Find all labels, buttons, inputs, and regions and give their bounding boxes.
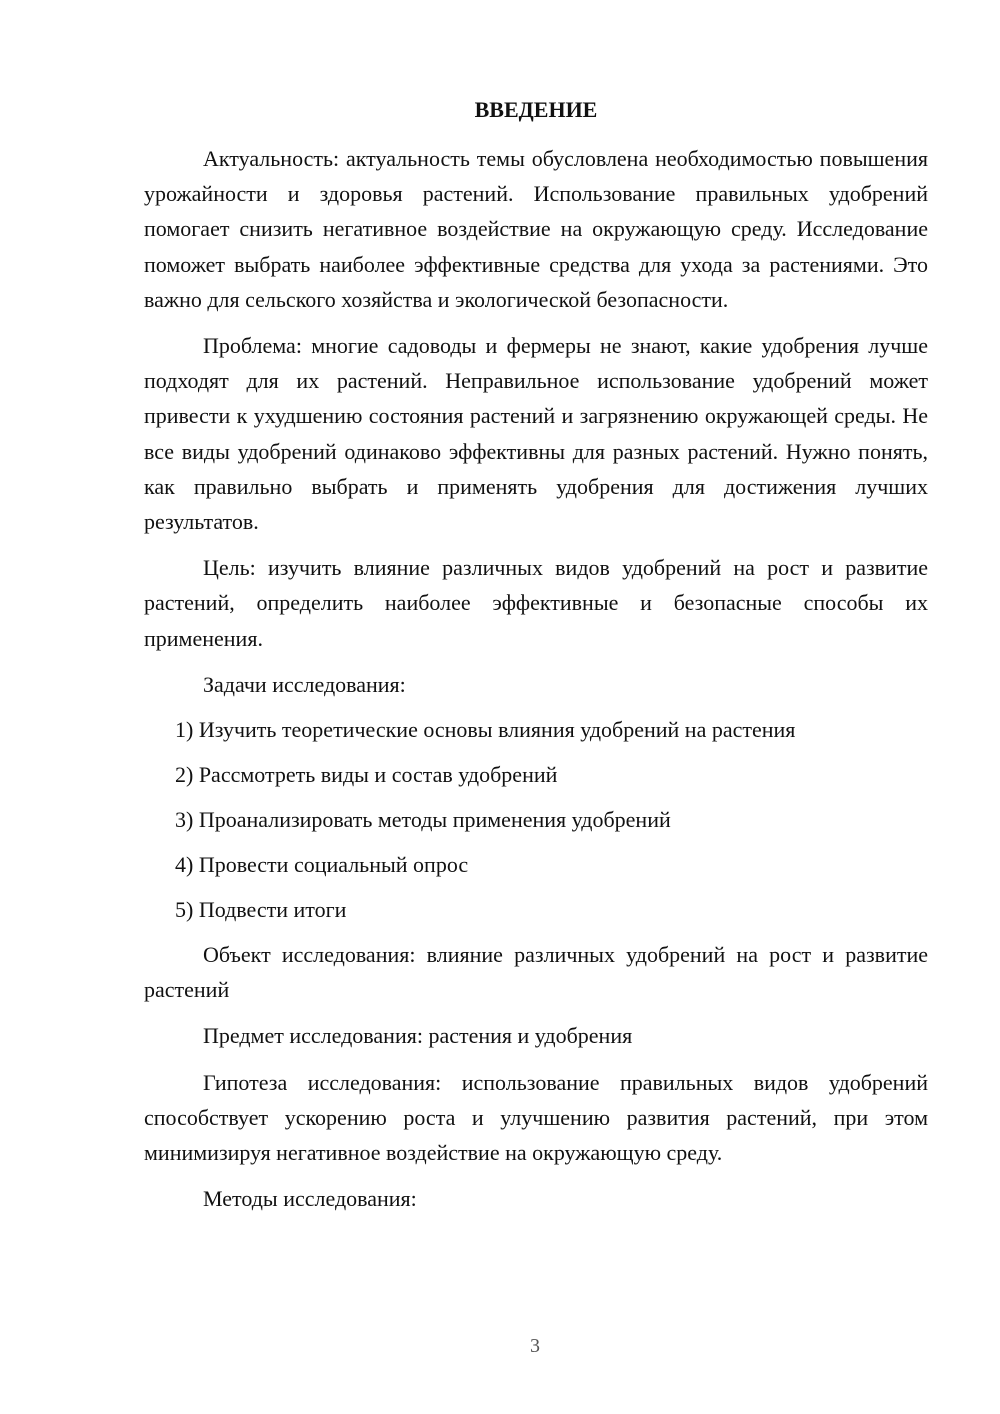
relevance-paragraph: Актуальность: актуальность темы обусловлена необходимостью повышения урожайности и здоровья растений. Использование правильных удобрений помогает снизить негативное воздействие на окружающую среду. Исследование поможет выбрать наиболее эффективные средства для ухода за растениями. Это важно для сельского хозяйства и экологической безопасности. — [144, 146, 928, 312]
list-item: 5) Подвести итоги — [175, 897, 347, 923]
list-item: 2) Рассмотреть виды и состав удобрений — [175, 762, 558, 788]
object-paragraph: Объект исследования: влияние различных удобрений на рост и развитие растений — [144, 942, 928, 1003]
tasks-list — [144, 712, 928, 927]
methods-title: Методы исследования: — [203, 1186, 417, 1212]
problem-paragraph: Проблема: многие садоводы и фермеры не знают, какие удобрения лучше подходят для их растений. Неправильное использование удобрений может привести к ухудшению состояния растений и загрязнению окружающей среды. Не все виды удобрений одинаково эффективны для разных растений. Нужно понять, как правильно выбрать и применять удобрения для достижения лучших результатов. — [144, 333, 928, 535]
hypothesis-paragraph: Гипотеза исследования: использование правильных видов удобрений способствует ускорению роста и улучшению развития растений, при этом минимизируя негативное воздействие на окружающую среду. — [144, 1069, 928, 1166]
tasks-title: Задачи исследования: — [203, 671, 406, 697]
page-number: 3 — [530, 1335, 540, 1357]
list-item: 4) Провести социальный опрос — [175, 852, 469, 878]
list-item: 3) Проанализировать методы применения удобрений — [175, 807, 671, 833]
page-content — [144, 95, 928, 1227]
list-item: 1) Изучить теоретические основы влияния удобрений на растения — [175, 717, 796, 743]
section-heading: ВВЕДЕНИЕ — [474, 97, 598, 122]
goal-paragraph: Цель: изучить влияние различных видов удобрений на рост и развитие растений, определить наиболее эффективные и безопасные способы их применения. — [144, 555, 928, 651]
subject-paragraph: Предмет исследования: растения и удобрения — [203, 1023, 633, 1049]
